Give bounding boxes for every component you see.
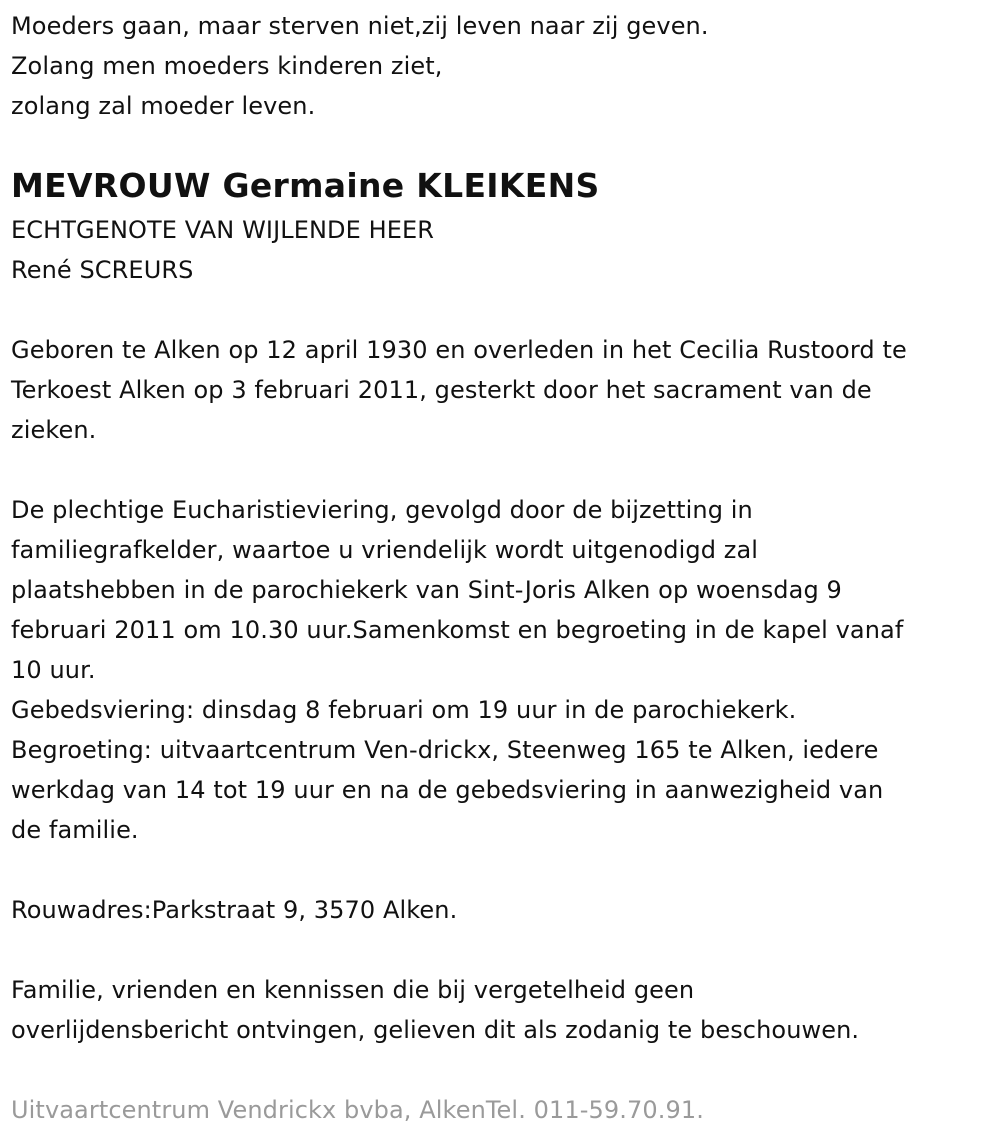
spacer bbox=[11, 450, 991, 490]
deceased-name: MEVROUW Germaine KLEIKENS bbox=[11, 166, 600, 205]
obituary-notice bbox=[11, 6, 991, 1130]
verse-line: Moeders gaan, maar sterven niet,zij leven naar zij geven. bbox=[11, 12, 709, 40]
paragraph-line: werkdag van 14 tot 19 uur en na de gebedsviering in aanwezigheid van bbox=[11, 776, 884, 804]
paragraph-line: Familie, vrienden en kennissen die bij vergetelheid geen bbox=[11, 976, 695, 1004]
spouse-info bbox=[11, 210, 991, 290]
notice-paragraph bbox=[11, 970, 991, 1050]
paragraph-line: overlijdensbericht ontvingen, gelieven dit als zodanig te beschouwen. bbox=[11, 1016, 860, 1044]
spouse-line: ECHTGENOTE VAN WIJLENDE HEER bbox=[11, 216, 435, 244]
paragraph-line: Gebedsviering: dinsdag 8 februari om 19 uur in de parochiekerk. bbox=[11, 696, 797, 724]
paragraph-line: zieken. bbox=[11, 416, 97, 444]
spouse-line: René SCREURS bbox=[11, 256, 194, 284]
spacer bbox=[11, 930, 991, 970]
paragraph-line: Terkoest Alken op 3 februari 2011, gesterkt door het sacrament van de bbox=[11, 376, 872, 404]
verse bbox=[11, 6, 991, 126]
paragraph-line: De plechtige Eucharistieviering, gevolgd door de bijzetting in bbox=[11, 496, 753, 524]
verse-line: Zolang men moeders kinderen ziet, bbox=[11, 52, 443, 80]
funeral-home-footer: Uitvaartcentrum Vendrickx bvba, AlkenTel. 011-59.70.91. bbox=[11, 1096, 704, 1124]
ceremony-paragraph bbox=[11, 490, 991, 850]
paragraph-line: familiegrafkelder, waartoe u vriendelijk wordt uitgenodigd zal bbox=[11, 536, 759, 564]
birth-death-paragraph bbox=[11, 330, 991, 450]
paragraph-line: de familie. bbox=[11, 816, 139, 844]
paragraph-line: 10 uur. bbox=[11, 656, 96, 684]
spacer bbox=[11, 290, 991, 330]
paragraph-line: plaatshebben in de parochiekerk van Sint-Joris Alken op woensdag 9 bbox=[11, 576, 842, 604]
spacer bbox=[11, 850, 991, 890]
mourning-address: Rouwadres:Parkstraat 9, 3570 Alken. bbox=[11, 896, 458, 924]
paragraph-line: Begroeting: uitvaartcentrum Ven-drickx, Steenweg 165 te Alken, iedere bbox=[11, 736, 879, 764]
paragraph-line: Geboren te Alken op 12 april 1930 en overleden in het Cecilia Rustoord te bbox=[11, 336, 907, 364]
verse-line: zolang zal moeder leven. bbox=[11, 92, 316, 120]
paragraph-line: februari 2011 om 10.30 uur.Samenkomst en begroeting in de kapel vanaf bbox=[11, 616, 904, 644]
